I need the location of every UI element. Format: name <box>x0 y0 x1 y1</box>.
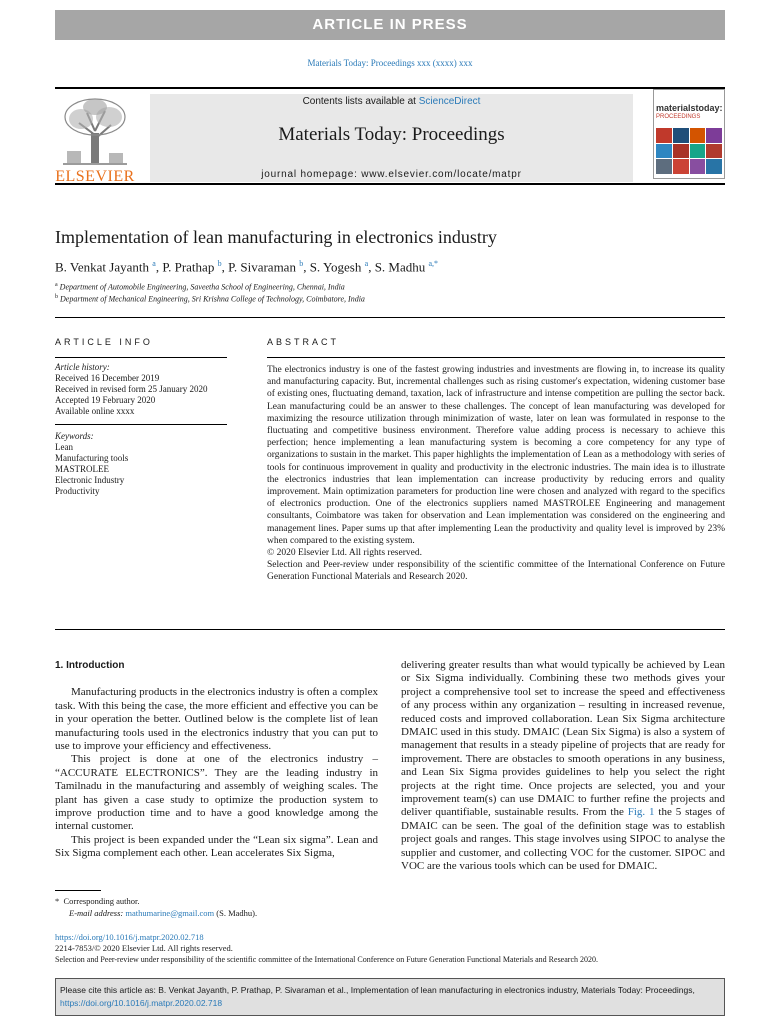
body-text: delivering greater results than what would typically be achieved by Lean or Six Sigma individually. Combining these two methods gives your project a comprehensive tool set to increase the speed and effectiveness of any process within any organization – resulting in increased revenue, reduced costs and improved collaboration. Lean Six Sigma architecture DMAIC used in this study. DMAIC (Lean Six Sigma) is also a system of management that results in a steady pipeline of projects that are ready for improvement. There are obstacles to smooth operations in any business, and Lean Six Sigma provides guidelines to help you select the right projects at the right time. Once projects are selected, you and your improvement team(s) can use DMAIC to further refine the projects and deliver quantifiable, sustainable results. From the <box>401 659 725 819</box>
affiliation-marker: b <box>55 294 58 300</box>
section-heading: 1. Introduction <box>55 660 125 671</box>
author-name[interactable]: S. Madhu <box>374 259 426 275</box>
author-name[interactable]: S. Yogesh <box>309 259 362 275</box>
author-name[interactable]: P. Sivaraman <box>228 259 296 275</box>
author-name[interactable]: P. Prathap <box>162 259 215 275</box>
corresponding-label: Corresponding author. <box>63 896 140 906</box>
email-owner: (S. Madhu). <box>216 908 258 918</box>
cover-subtitle: PROCEEDINGS <box>656 114 701 120</box>
journal-name[interactable]: Materials Today: Proceedings <box>278 124 505 145</box>
keywords-rule <box>55 424 227 425</box>
figure-link[interactable]: Fig. 1 <box>627 806 655 819</box>
email-link[interactable]: mathumarine@gmail.com <box>125 908 215 918</box>
journal-citation-link[interactable]: Materials Today: Proceedings xxx (xxxx) xxx <box>307 58 473 68</box>
author-affiliation-marker[interactable]: a <box>364 259 369 268</box>
affiliation-text: Department of Mechanical Engineering, Sri Krishna College of Technology, Coimbatore, India <box>60 294 365 304</box>
author-name[interactable]: B. Venkat Jayanth <box>55 259 149 275</box>
affiliation-b <box>55 294 365 304</box>
contents-prefix: Contents lists available at <box>302 96 419 107</box>
cite-doi-link[interactable]: https://doi.org/10.1016/j.matpr.2020.02.718 <box>60 998 223 1008</box>
cover-image-grid <box>656 128 722 174</box>
abstract-rule <box>267 357 725 358</box>
author-list: B. Venkat Jayanth $^a$, P. Prathap $^b$, P. Sivaraman $^b$, S. Yogesh $^a$, S. Madhu $^{a,*}$ <box>55 259 439 275</box>
doi-line <box>55 932 204 943</box>
affiliation-marker: a <box>55 282 58 288</box>
article-info-rule <box>55 357 227 358</box>
history-item: Received 16 December 2019 <box>55 373 160 383</box>
header-divider <box>55 317 725 318</box>
elsevier-logo[interactable] <box>55 93 135 185</box>
author-affiliation-marker[interactable]: b <box>217 259 222 268</box>
author-affiliation-marker[interactable]: b <box>299 259 304 268</box>
sciencedirect-link[interactable]: ScienceDirect <box>418 96 481 107</box>
corresponding-author-note <box>55 895 395 907</box>
abstract-peer-review: Selection and Peer-review under responsibility of the scientific committee of the International Conference on Future Generation Functional Materials and Research 2020. <box>267 560 725 583</box>
history-item: Received in revised form 25 January 2020 <box>55 384 208 394</box>
history-label: Article history: <box>55 362 110 372</box>
keyword: Lean <box>55 442 73 452</box>
keyword: Productivity <box>55 486 100 496</box>
journal-homepage-link[interactable]: journal homepage: www.elsevier.com/locate/matpr <box>261 169 522 180</box>
abstract-text <box>267 364 725 584</box>
journal-cover-thumbnail[interactable] <box>653 89 725 179</box>
author-affiliation-marker[interactable]: a,* <box>428 259 439 268</box>
body-text: the 5 stages of DMAIC can be seen. The goal of the definition stage was to establish project goals and ranges. This stage involves using SIPOC to analyse the supplier and customer, and collecting VOC for the customer. SIPOC and VOC are the various tools which can be used for DMAIC. <box>401 806 725 873</box>
keyword: Electronic Industry <box>55 475 125 485</box>
paper-title: Implementation of lean manufacturing in electronics industry <box>55 227 497 247</box>
keyword: MASTROLEE <box>55 464 109 474</box>
elsevier-wordmark: ELSEVIER <box>55 168 135 185</box>
email-label: E-mail address: <box>69 908 124 918</box>
masthead <box>55 87 725 185</box>
issn-line: 2214-7853/© 2020 Elsevier Ltd. All rights reserved. <box>55 943 233 953</box>
contents-availability <box>150 96 633 107</box>
keywords-label: Keywords: <box>55 431 94 441</box>
author-affiliation-marker[interactable]: a <box>152 259 156 268</box>
selection-line: Selection and Peer-review under responsibility of the scientific committee of the International Conference on Future Generation Functional Materials and Research 2020. <box>55 955 598 964</box>
body-paragraph <box>401 659 725 874</box>
abstract-divider <box>55 629 725 630</box>
cite-this-article-box <box>55 978 725 1016</box>
body-paragraph: This project is done at one of the electronics industry – “ACCURATE ELECTRONICS”. They are the leading industry in Tamilnadu in the manufacturing and assembly of weighing scales. The plant has given a case study to optimize the production system to improve production time and to have a good knowledge among the internal customer. <box>55 753 378 833</box>
keyword: Manufacturing tools <box>55 453 129 463</box>
abstract-heading: ABSTRACT <box>267 337 340 347</box>
body-paragraph: This project is been expanded under the “Lean six sigma”. Lean and Six Sigma complement each other. Lean accelerates Six Sigma, <box>55 833 378 860</box>
footnote-marker: * <box>55 896 60 906</box>
history-item: Available online xxxx <box>55 406 135 416</box>
footnote <box>55 895 395 919</box>
abstract-body: The electronics industry is one of the fastest growing industries and investments are flowing in, to increase its quality and manufacturing capacity. But, incremental challenges such as rising customer's expectation, widening customer base of existing ones, fluctuating demand, taxation, lack of infrastructure and intense competition are pulling the sector back. Lean manufacturing could be an answer to these challenges. The concept of lean manufacturing was developed for maximizing the resource utilization through minimization of waste, later on lean was formulated in response to the fluctuating and competitive business environment. Therefore value adding process is necessary to achieve this perfection; hence implementing a lean manufacturing system is becoming a core competency for any type of organizations to sustain in the market. This paper highlights the implementation of Lean as a methodology with series of tools for continuous improvement in quality and productivity in the electronic industries. The main idea is to illustrate the electronics industries that lean implementation can increase productivity by reducing errors and quality improvement. Main optimization parameters for production line were chosen and analyzed with regard to the specifics of electronics production. One of the electronics suppliers named MASTROLEE Engineering and management consultants, Coimbatore was taken for observation and Lean implementation was considered on the engineering and management lines. Paper sums up that after implementing Lean the productivity and quality level is improved by 23% when compared to the existing system. <box>267 365 725 546</box>
body-paragraph: Manufacturing products in the electronics industry is often a complex task. With this being the case, the more efficient and effective you can be in your operation the better. Outlined below is the complete list of lean manufacturing tools used in the electronics industry that you can put to use to improve your efficiency and effectiveness. <box>55 686 378 753</box>
history-item: Accepted 19 February 2020 <box>55 395 156 405</box>
article-info-heading: ARTICLE INFO <box>55 337 153 347</box>
affiliation-text: Department of Automobile Engineering, Saveetha School of Engineering, Chennai, India <box>59 282 345 292</box>
keywords-list <box>55 431 227 497</box>
cover-title: materialstoday: <box>656 103 723 113</box>
email-line <box>55 907 395 919</box>
body-right-column <box>401 659 725 874</box>
article-in-press-banner: ARTICLE IN PRESS <box>55 10 725 40</box>
elsevier-tree-icon <box>61 95 129 167</box>
body-left-column <box>55 659 378 861</box>
abstract-copyright: © 2020 Elsevier Ltd. All rights reserved. <box>267 548 422 559</box>
article-history <box>55 362 227 417</box>
doi-link[interactable]: https://doi.org/10.1016/j.matpr.2020.02.718 <box>55 932 204 942</box>
cite-text: Please cite this article as: B. Venkat Jayanth, P. Prathap, P. Sivaraman et al., Implementation of lean manufacturing in electronics industry, Materials Today: Proceedings, <box>60 985 695 995</box>
footnote-rule <box>55 890 101 891</box>
affiliation-a <box>55 282 345 292</box>
masthead-divider <box>55 183 725 185</box>
journal-banner <box>150 94 633 182</box>
